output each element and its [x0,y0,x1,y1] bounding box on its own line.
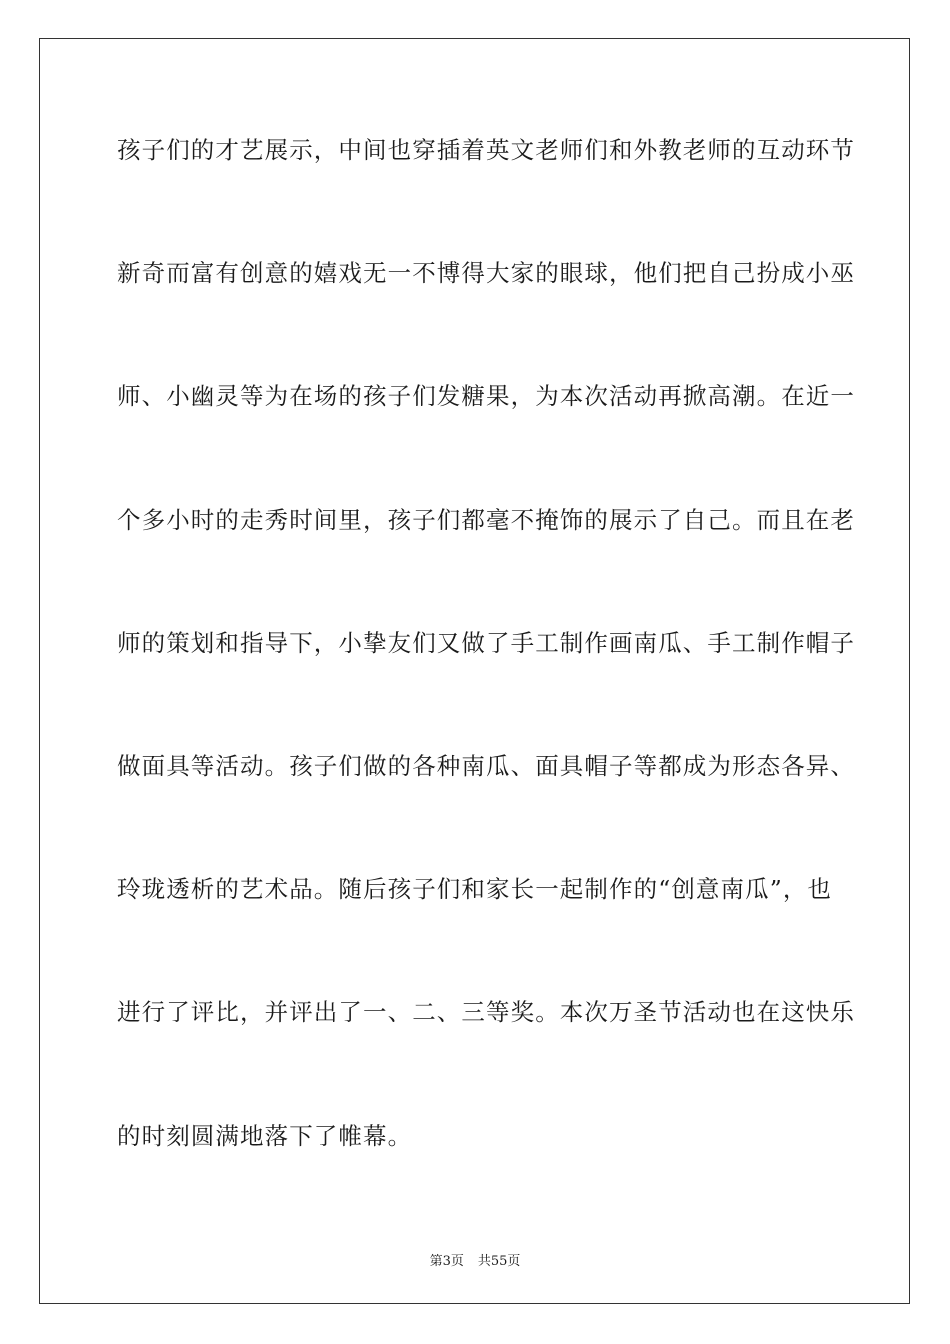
page-footer [0,1250,950,1269]
text-line: 的时刻圆满地落下了帷幕。 [117,1121,413,1150]
document-body [117,127,855,1236]
text-line: 孩子们的才艺展示，中间也穿插着英文老师们和外教老师的互动环节 [117,136,855,164]
total-pages: 共55页 [477,1254,521,1269]
text-line: 进行了评比，并评出了一、二、三等奖。本次万圣节活动也在这快乐 [117,998,855,1027]
text-line: 师的策划和指导下，小挚友们又做了手工制作画南瓜、手工制作帽子 [117,628,855,657]
page-number: 第3页 [429,1254,464,1269]
text-line: 个多小时的走秀时间里，孩子们都毫不掩饰的展示了自己。而且在老 [117,505,855,534]
text-line: 做面具等活动。孩子们做的各种南瓜、面具帽子等都成为形态各异、 [117,751,855,780]
text-line: 新奇而富有创意的嬉戏无一不博得大家的眼球，他们把自己扮成小巫 [117,259,855,288]
text-line: 玲珑透析的艺术品。随后孩子们和家长一起制作的“创意南瓜”，也 [117,875,833,904]
text-line: 师、小幽灵等为在场的孩子们发糖果，为本次活动再掀高潮。在近一 [117,382,855,411]
